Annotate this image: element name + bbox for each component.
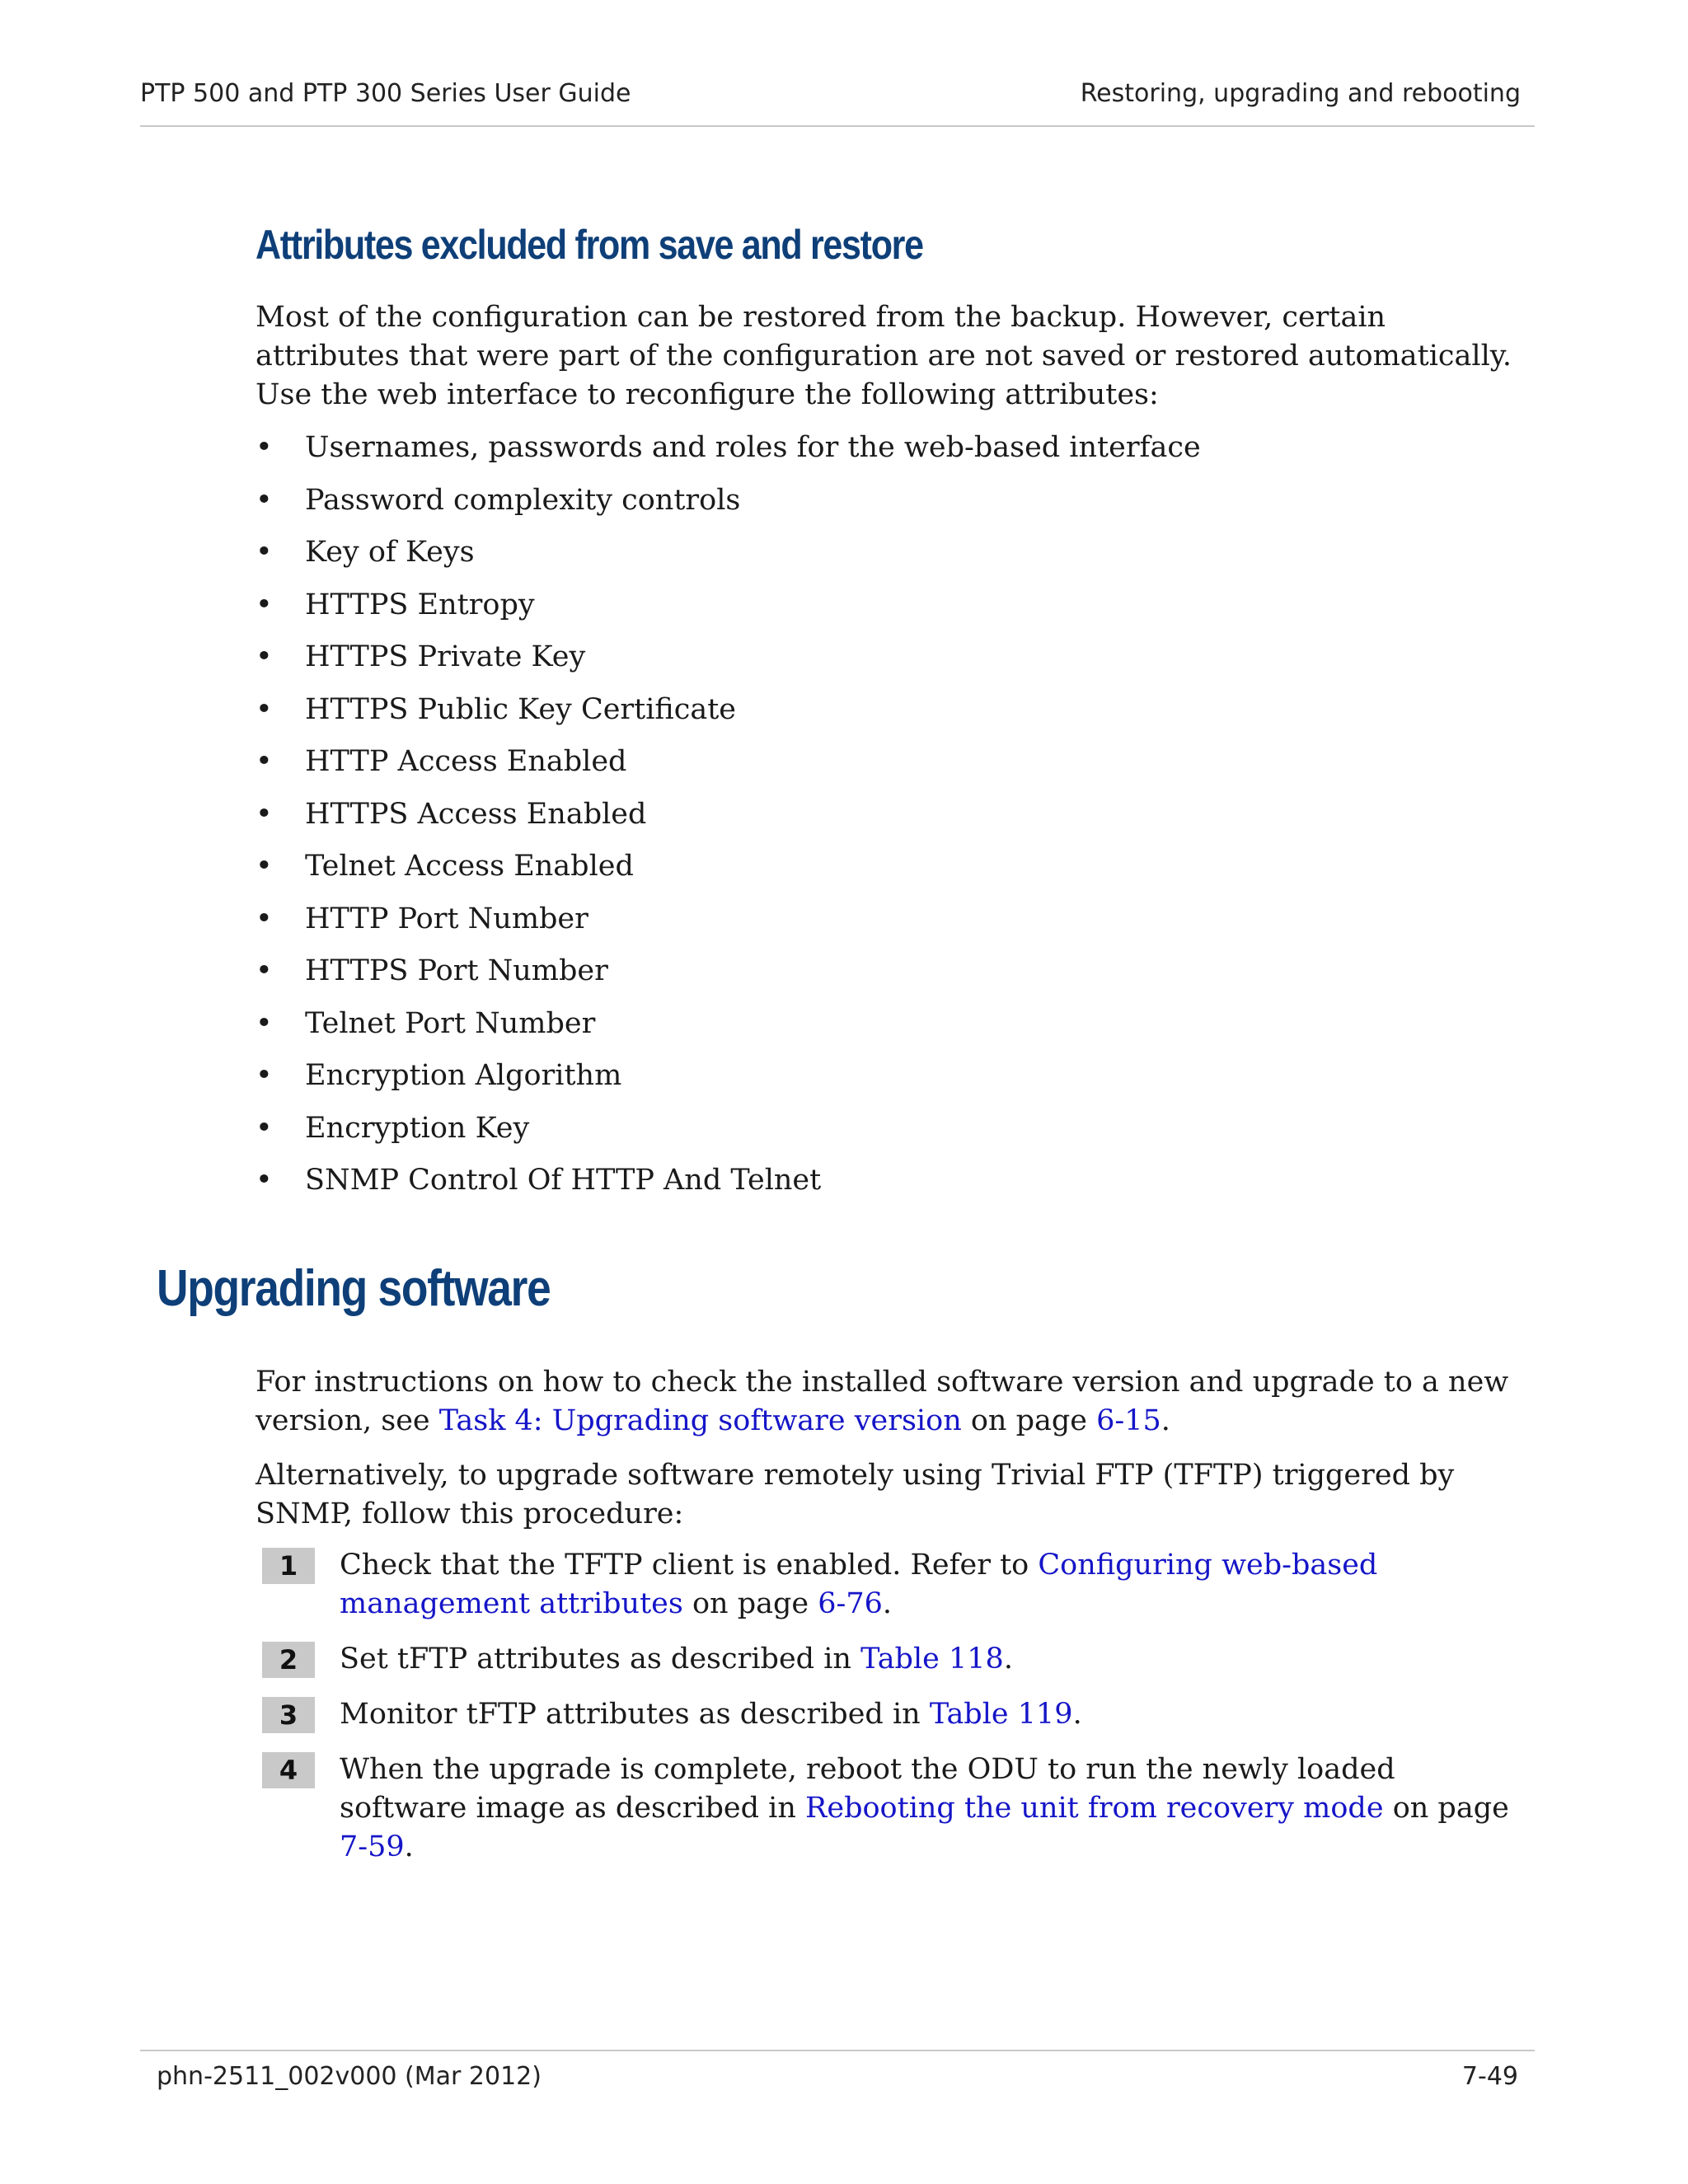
- procedure-step: [256, 1695, 1541, 1734]
- step-number-badge: 1: [262, 1548, 315, 1584]
- task4-link[interactable]: Task 4: Upgrading software version: [438, 1404, 962, 1437]
- list-item: [256, 1005, 1492, 1057]
- step-text-part: Check that the TFTP client is enabled. Refer to: [340, 1549, 1039, 1582]
- list-item-text: Key of Keys: [305, 536, 475, 569]
- bullet-icon: •: [256, 954, 273, 987]
- list-item: [256, 1057, 1492, 1109]
- bullet-icon: •: [256, 483, 273, 517]
- list-item: [256, 743, 1492, 795]
- list-item-text: SNMP Control Of HTTP And Telnet: [305, 1164, 822, 1197]
- list-item: [256, 900, 1492, 953]
- list-item-text: Telnet Access Enabled: [305, 850, 634, 883]
- list-item-text: HTTPS Public Key Certificate: [305, 692, 737, 726]
- bullet-icon: •: [256, 692, 273, 726]
- header-rule: [140, 125, 1535, 127]
- step-text-part: .: [1072, 1698, 1082, 1731]
- page-7-59-link[interactable]: 7-59: [340, 1830, 405, 1863]
- list-item-text: HTTPS Entropy: [305, 588, 535, 621]
- upgrade-intro-text: on page: [961, 1404, 1097, 1437]
- list-item: [256, 847, 1492, 900]
- upgrade-intro-text: For instructions on how to check the installed software version and upgrade to a new version, see: [256, 1366, 1509, 1437]
- bullet-icon: •: [256, 797, 273, 831]
- excluded-attributes-list: [256, 429, 1492, 1214]
- step-text-part: on page: [1383, 1792, 1509, 1825]
- procedure-step: [256, 1750, 1541, 1867]
- list-item-text: HTTPS Private Key: [305, 640, 586, 673]
- step-text: [340, 1640, 1510, 1679]
- list-item: [256, 586, 1492, 639]
- bullet-icon: •: [256, 745, 273, 778]
- step-text: [340, 1546, 1510, 1624]
- upgrade-intro: [256, 1363, 1533, 1441]
- step-number-badge: 2: [262, 1642, 315, 1678]
- table-118-link[interactable]: Table 118: [860, 1643, 1004, 1675]
- list-item: [256, 795, 1492, 848]
- configuring-web-based-link[interactable]: Configuring web-based management attributes: [340, 1549, 1378, 1620]
- table-119-link[interactable]: Table 119: [929, 1698, 1073, 1731]
- list-item-text: Encryption Key: [305, 1111, 530, 1145]
- bullet-icon: •: [256, 850, 273, 883]
- list-item-text: Telnet Port Number: [305, 1006, 596, 1040]
- step-text: [340, 1695, 1510, 1734]
- tftp-intro: Alternatively, to upgrade software remotely using Trivial FTP (TFTP) triggered by SNMP, follow this procedure:: [256, 1459, 1455, 1530]
- list-item: [256, 1109, 1492, 1162]
- bullet-icon: •: [256, 536, 273, 569]
- list-item-text: Usernames, passwords and roles for the web-based interface: [305, 431, 1201, 464]
- list-item-text: HTTP Access Enabled: [305, 745, 627, 778]
- list-item: [256, 952, 1492, 1005]
- bullet-icon: •: [256, 640, 273, 673]
- list-item-text: Encryption Algorithm: [305, 1059, 622, 1092]
- attributes-heading: Attributes excluded from save and restore: [256, 222, 923, 268]
- list-item-text: Password complexity controls: [305, 483, 741, 517]
- upgrade-intro-text: .: [1160, 1404, 1170, 1437]
- rebooting-recovery-link[interactable]: Rebooting the unit from recovery mode: [805, 1792, 1384, 1825]
- list-item-text: HTTP Port Number: [305, 902, 588, 935]
- page-6-15-link[interactable]: 6-15: [1096, 1404, 1161, 1437]
- page-6-76-link[interactable]: 6-76: [818, 1587, 883, 1620]
- upgrading-heading: Upgrading software: [157, 1260, 551, 1317]
- step-text-part: .: [404, 1830, 414, 1863]
- step-number-badge: 3: [262, 1697, 315, 1733]
- procedure-step: [256, 1546, 1541, 1624]
- list-item: [256, 1161, 1492, 1214]
- step-text-part: When the upgrade is complete, reboot the ODU to run the newly loaded software image as described in: [340, 1753, 1395, 1825]
- step-number-badge: 4: [262, 1752, 315, 1788]
- page-number: 7-49: [1461, 2062, 1518, 2091]
- bullet-icon: •: [256, 588, 273, 621]
- running-footer: [157, 2062, 1518, 2091]
- bullet-icon: •: [256, 1164, 273, 1197]
- bullet-icon: •: [256, 902, 273, 935]
- list-item: [256, 429, 1492, 481]
- footer-doc-id: phn-2511_002v000 (Mar 2012): [157, 2062, 542, 2091]
- header-doc-title: PTP 500 and PTP 300 Series User Guide: [140, 79, 631, 108]
- list-item: [256, 691, 1492, 743]
- header-chapter-title: Restoring, upgrading and rebooting: [1080, 79, 1521, 108]
- step-text-part: Monitor tFTP attributes as described in: [340, 1698, 930, 1731]
- step-text-part: on page: [682, 1587, 818, 1620]
- bullet-icon: •: [256, 1059, 273, 1092]
- list-item: [256, 481, 1492, 534]
- list-item-text: HTTPS Access Enabled: [305, 797, 647, 831]
- step-text-part: .: [1003, 1643, 1013, 1675]
- bullet-icon: •: [256, 1006, 273, 1040]
- bullet-icon: •: [256, 431, 273, 464]
- step-text-part: Set tFTP attributes as described in: [340, 1643, 861, 1675]
- bullet-icon: •: [256, 1111, 273, 1145]
- procedure-steps: [256, 1546, 1541, 1883]
- step-text: [340, 1750, 1510, 1867]
- footer-rule: [140, 2050, 1535, 2051]
- attributes-intro: Most of the configuration can be restored from the backup. However, certain attributes that were part of the configuration are not saved or restored automatically. Use the web interface to reconfigure the following attributes:: [256, 301, 1512, 411]
- list-item-text: HTTPS Port Number: [305, 954, 608, 987]
- procedure-step: [256, 1640, 1541, 1679]
- running-header: [140, 79, 1521, 108]
- step-text-part: .: [882, 1587, 892, 1620]
- list-item: [256, 638, 1492, 691]
- list-item: [256, 533, 1492, 586]
